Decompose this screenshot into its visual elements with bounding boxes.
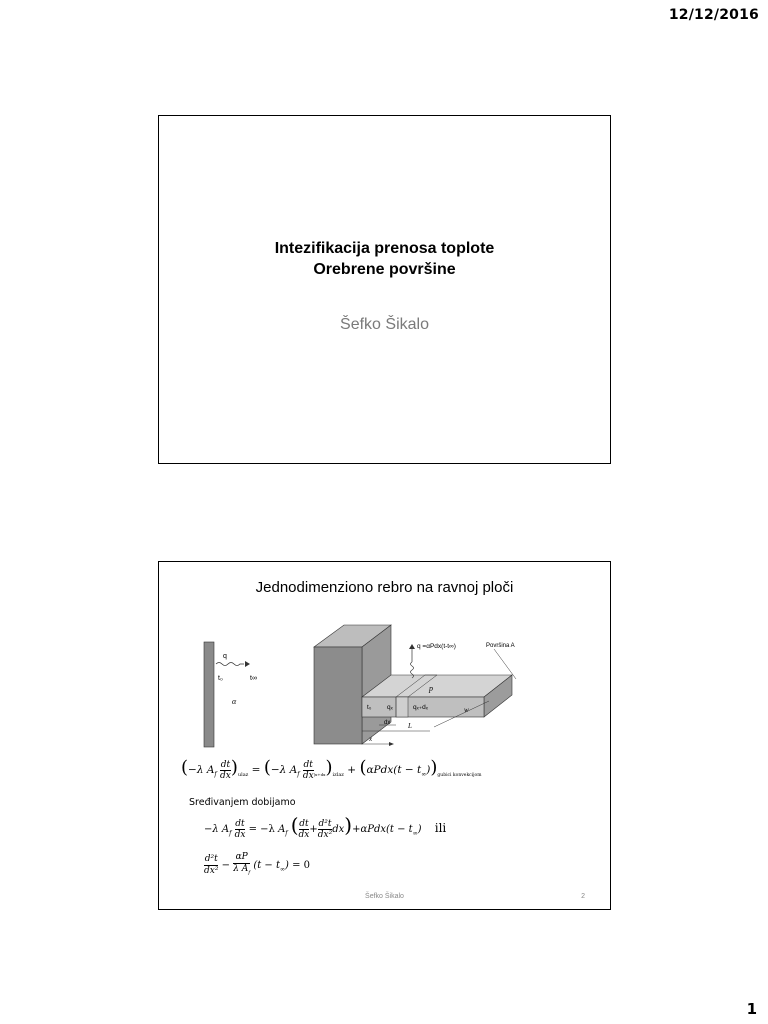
equation-3: $\frac{\text{d²t}}{\text{dx²}}$ − $\frac{\alpha P}{\lambda A_f}$ $(t - t_\infty) = 0$ [204, 852, 311, 876]
label-w: w [464, 706, 469, 714]
label-qx: qₓ [387, 704, 393, 711]
label-dx: dx [384, 720, 391, 726]
page-number: 1 [746, 1000, 757, 1018]
label-t0-fin: t₀ [367, 704, 372, 711]
fin-diagram [194, 617, 574, 752]
equation-1: (−λ $A_f$ $\frac{dt}{dx}$ )$_{ulaz} = (-\lambda$ $A_f$ $\frac{dt}{dx}$ $_{|x+dx})_{izlaz} + (\alpha Pdx(t - t_\infty))_{gubici konvekcijom}$ [181, 757, 482, 781]
label-q-conv: q =αPdx(t-t∞) [417, 643, 456, 650]
date-header: 12/12/2016 [668, 7, 759, 23]
slide-2-title: Jednodimenziono rebro na ravnoj ploči [255, 579, 514, 596]
slide-1-title-line1: Intezifikacija prenosa toplote [274, 240, 495, 257]
eq-ili: ili [434, 821, 447, 835]
label-t0: t₀ [218, 675, 223, 682]
label-tinf: t∞ [250, 675, 257, 682]
sub-xdx: x+dx [315, 772, 326, 778]
slide-1 [158, 115, 611, 464]
equation-2: −λ $A_f$ $\frac{dt}{dx}$ = −λ $A_f$ ( $\frac{dt}{dx}$ + $\frac{\text{d²t}}{\text{dx²}}$ $dx)+\alpha Pdx(t - t_\infty)$ ili [204, 813, 447, 840]
slide-1-author: Šefko Šikalo [340, 316, 429, 333]
label-qxdx: qₓ₊dₓ [413, 704, 428, 711]
slide-2 [158, 561, 611, 910]
eq3-rhs: = 0 [292, 859, 311, 871]
label-p: p [429, 684, 433, 693]
label-x: x [369, 735, 373, 743]
slide-number: 2 [581, 893, 585, 900]
element-dx [396, 697, 408, 717]
sub-gubici: gubici konvekcijom [437, 773, 482, 779]
sub-ulaz: ulaz [237, 772, 249, 779]
slide-1-title-line2: Orebrene površine [313, 261, 456, 278]
base-plate [314, 647, 362, 744]
label-alpha: α [232, 697, 237, 706]
wall-sketch [204, 642, 214, 747]
sredjivanjem-text: Sređivanjem dobijamo [189, 797, 296, 808]
label-povrsina: Površina A [486, 643, 515, 649]
label-q: q [223, 653, 227, 660]
heat-flow-arrow [216, 663, 244, 666]
sub-izlaz: izlaz [332, 772, 344, 779]
label-L: L [408, 722, 412, 730]
slide-footer: Šefko Šikalo [365, 893, 404, 900]
slide-1-title [159, 238, 610, 280]
